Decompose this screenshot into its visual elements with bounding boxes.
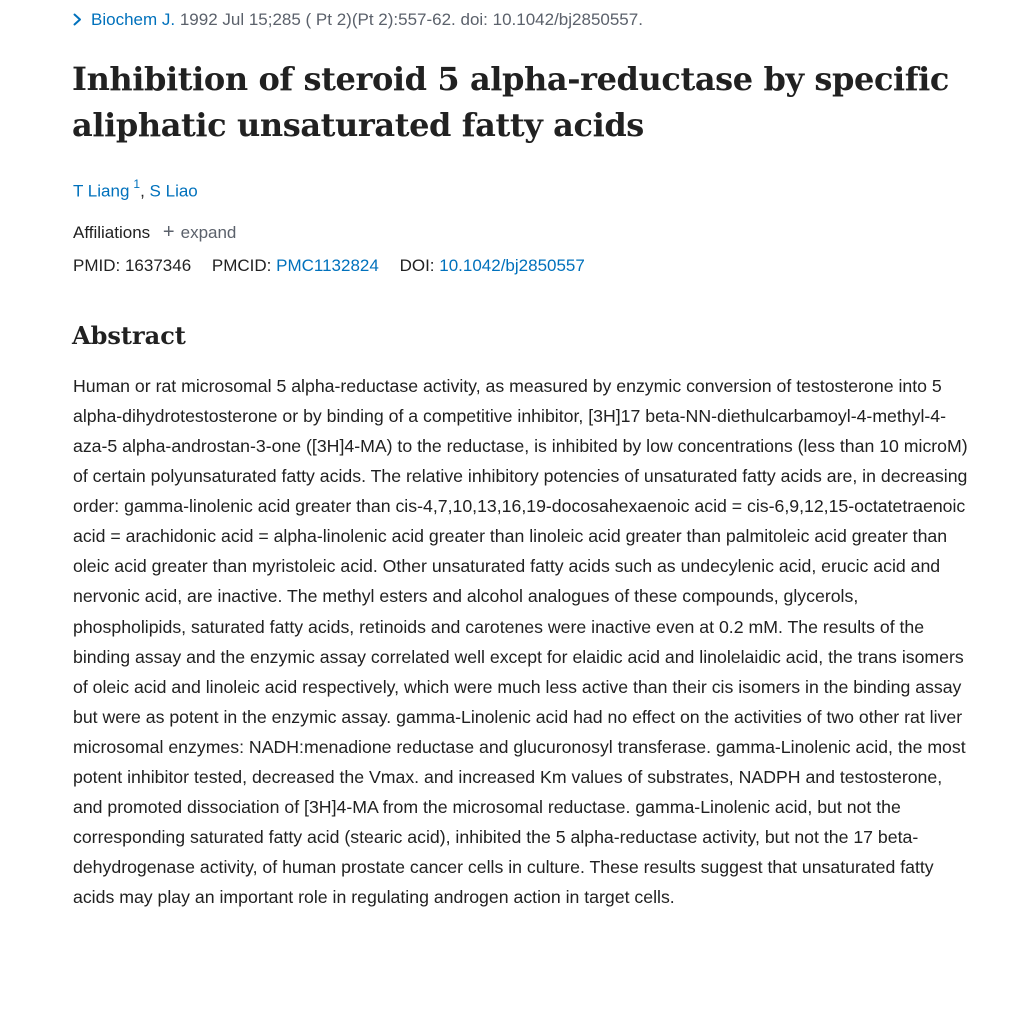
pmcid-label: PMCID: bbox=[211, 256, 272, 275]
abstract-heading: Abstract bbox=[72, 321, 186, 350]
plus-icon: + bbox=[162, 221, 175, 243]
expand-label: expand bbox=[180, 223, 237, 242]
pmid-value: 1637346 bbox=[124, 256, 192, 275]
citation-details: 1992 Jul 15;285 ( Pt 2)(Pt 2):557-62. doi: 10.1042/bj2850557. bbox=[179, 10, 643, 29]
chevron-right-icon[interactable] bbox=[73, 8, 83, 32]
doi-label: DOI: bbox=[399, 256, 435, 275]
abstract-text: Human or rat microsomal 5 alpha-reductase activity, as measured by enzymic conversion of testosterone into 5 alpha-dihydrotestosterone or by binding of a competitive inhibitor, [3H]17 beta-NN-diethulcarbamoyl-4-methyl-4-aza-5 alpha-androstan-3-one ([3H]4-MA) to the reductase, is inhibited by low concentrations (less than 10 microM) of certain polyunsaturated fatty acids. The relative inhibitory potencies of unsaturated fatty acids are, in decreasing order: gamma-linolenic acid greater than cis-4,7,10,13,16,19-docosahexaenoic acid = cis-6,9,12,15-octatetraenoic acid = arachidonic acid = alpha-linolenic acid greater than linoleic acid greater than palmitoleic acid greater than oleic acid greater than myristoleic acid. Other unsaturated fatty acids such as undecylenic acid, erucic acid and nervonic acid, are inactive. The methyl esters and alcohol analogues of these compounds, glycerols, phospholipids, saturated fatty acids, retinoids and carotenes were inactive even at 0.2 mM. The results of the binding assay and the enzymic assay correlated well except for elaidic acid and linolelaidic acid, the trans isomers of oleic acid and linoleic acid respectively, which were much less active than their cis isomers in the binding assay but were as potent in the enzymic assay. gamma-Linolenic acid had no effect on the activities of two other rat liver microsomal enzymes: NADH:menadione reductase and glucuronosyl transferase. gamma-Linolenic acid, the most potent inhibitor tested, decreased the Vmax. and increased Km values of substrates, NADPH and testosterone, and promoted dissociation of [3H]4-MA from the microsomal reductase. gamma-Linolenic acid, but not the corresponding saturated fatty acid (stearic acid), inhibited the 5 alpha-reductase activity, but not the 17 beta-dehydrogenase activity, of human prostate cancer cells in culture. These results suggest that unsaturated fatty acids may play an important role in regulating androgen action in target cells. bbox=[73, 376, 968, 908]
affiliation-ref[interactable]: 1 bbox=[133, 177, 141, 191]
identifiers-row bbox=[73, 253, 601, 279]
doi-group bbox=[400, 256, 585, 275]
affiliations-row bbox=[73, 219, 236, 246]
pmid-group bbox=[73, 256, 196, 275]
author-link-liao[interactable]: S Liao bbox=[149, 181, 198, 201]
author-link-liang[interactable]: T Liang bbox=[73, 181, 130, 201]
pmcid-link[interactable]: PMC1132824 bbox=[276, 256, 379, 275]
article-title: Inhibition of steroid 5 alpha-reductase by specific aliphatic unsaturated fatty acids bbox=[72, 60, 949, 144]
pmid-label: PMID: bbox=[73, 256, 121, 275]
doi-link[interactable]: 10.1042/bj2850557 bbox=[439, 256, 585, 275]
author-list: T Liang $^1$, S Liao bbox=[73, 177, 198, 201]
citation-line bbox=[73, 8, 643, 32]
pmcid-group bbox=[212, 256, 384, 275]
expand-affiliations-button[interactable] bbox=[163, 223, 236, 242]
journal-link[interactable]: Biochem J. bbox=[91, 10, 176, 29]
affiliations-label: Affiliations bbox=[73, 223, 151, 242]
